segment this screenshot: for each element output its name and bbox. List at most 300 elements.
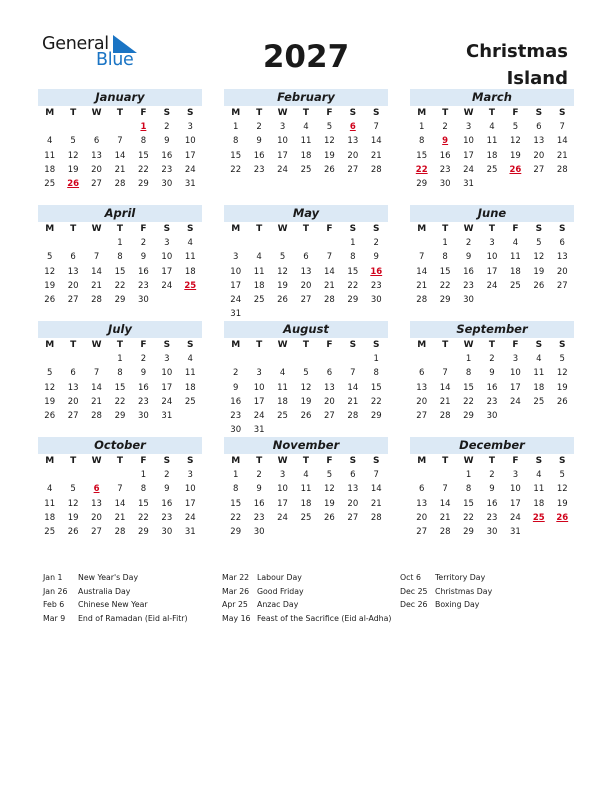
week-row: [410, 250, 574, 264]
day-cell: 27: [416, 527, 428, 538]
day-cell: 3: [512, 470, 519, 480]
weekday-label: S: [349, 340, 357, 350]
day-cell: 6: [326, 368, 333, 379]
holiday-column: [400, 571, 492, 612]
week-row: [38, 511, 202, 525]
day-cell: 25: [533, 396, 545, 407]
day-cell: 3: [465, 122, 472, 132]
day-cell: 4: [489, 122, 495, 132]
day-cell: 1: [373, 354, 379, 364]
day-cell: 15: [370, 382, 382, 393]
day-cell: [504, 409, 527, 423]
day-cell: 9: [373, 252, 379, 263]
week-row: [224, 265, 388, 279]
day-cell: 23: [486, 396, 498, 407]
day-cell: 9: [465, 252, 472, 263]
day-cell: [224, 236, 247, 250]
day-cell: 31: [230, 309, 242, 320]
day-cell: 11: [277, 382, 288, 393]
day-cell: 2: [164, 122, 170, 132]
day-cell: 20: [533, 150, 545, 161]
day-cell: 27: [300, 295, 312, 306]
month-name: June: [410, 205, 574, 222]
day-cell: 13: [300, 266, 312, 277]
day-cell: 21: [91, 280, 102, 291]
day-cell: 19: [556, 498, 568, 509]
day-cell: 9: [140, 252, 147, 263]
day-cell: 7: [442, 368, 448, 379]
day-cell: 20: [67, 396, 79, 407]
holiday-day-cell: 25: [184, 280, 197, 291]
day-cell: 22: [439, 280, 451, 291]
day-cell: 22: [114, 396, 126, 407]
day-cell: 29: [439, 295, 451, 306]
day-cell: 28: [439, 527, 451, 538]
day-cell: 1: [117, 238, 123, 248]
day-cell: 30: [439, 179, 451, 190]
day-cell: 23: [137, 396, 149, 407]
day-cell: 28: [114, 179, 126, 190]
day-cell: 10: [161, 252, 173, 263]
holiday-name: Labour Day: [257, 573, 302, 582]
day-cell: 2: [140, 238, 147, 248]
day-cell: 28: [370, 512, 382, 523]
week-row: [38, 409, 202, 423]
day-cell: 19: [300, 396, 312, 407]
day-cell: 21: [370, 150, 382, 161]
weekday-label: M: [417, 340, 427, 350]
day-cell: 15: [230, 498, 242, 509]
day-cell: 23: [161, 164, 173, 175]
day-cell: 14: [370, 484, 382, 495]
week-row: [38, 120, 202, 134]
day-cell: [341, 352, 364, 366]
day-cell: [410, 352, 433, 366]
day-cell: [108, 120, 131, 134]
holiday-column: [43, 571, 188, 625]
week-row: [38, 279, 202, 293]
week-row: [224, 149, 388, 163]
day-cell: [433, 468, 456, 482]
weekday-header: [224, 338, 388, 352]
day-cell: 22: [230, 164, 242, 175]
day-cell: [155, 293, 178, 307]
week-row: [38, 497, 202, 511]
month-name: March: [410, 89, 574, 106]
day-cell: 28: [439, 411, 451, 422]
month-name: May: [224, 205, 388, 222]
day-cell: 24: [161, 280, 173, 291]
day-cell: [247, 352, 270, 366]
day-cell: 23: [161, 512, 173, 523]
day-cell: 5: [70, 484, 76, 495]
weekday-label: M: [45, 108, 55, 118]
day-cell: 14: [439, 382, 451, 393]
day-cell: [551, 409, 574, 423]
logo-blue-text: Blue: [96, 50, 134, 70]
day-cell: 25: [253, 295, 265, 306]
weekday-label: T: [488, 224, 496, 234]
day-cell: 3: [187, 122, 193, 132]
day-cell: 21: [91, 396, 102, 407]
month-october: [38, 437, 202, 539]
holiday-date: Mar 26: [222, 586, 250, 596]
week-row: [224, 279, 388, 293]
week-row: [38, 352, 202, 366]
weekday-label: F: [512, 108, 519, 118]
weekday-label: S: [535, 224, 543, 234]
week-row: [224, 381, 388, 395]
weekday-label: S: [559, 340, 566, 350]
day-cell: [294, 352, 317, 366]
weekday-label: S: [559, 224, 566, 234]
day-cell: 17: [463, 150, 474, 161]
day-cell: [271, 307, 294, 321]
day-cell: 5: [47, 252, 53, 263]
month-december: [410, 437, 574, 539]
day-cell: 16: [486, 382, 498, 393]
day-cell: 10: [253, 382, 265, 393]
day-cell: 7: [559, 122, 565, 132]
day-cell: 13: [67, 382, 79, 393]
week-row: [410, 525, 574, 539]
day-cell: [294, 236, 317, 250]
week-row: [224, 511, 388, 525]
day-cell: 11: [509, 252, 521, 263]
holiday-entry: [43, 612, 188, 626]
day-cell: 16: [137, 266, 149, 277]
day-cell: [318, 352, 341, 366]
day-cell: 17: [509, 498, 521, 509]
day-cell: [318, 525, 341, 539]
holiday-entry: [222, 598, 391, 612]
day-cell: 30: [370, 295, 382, 306]
day-cell: 24: [509, 512, 521, 523]
day-cell: 1: [465, 354, 472, 364]
weekday-label: T: [70, 108, 77, 118]
week-row: [410, 482, 574, 496]
day-cell: 5: [70, 136, 76, 147]
day-cell: 10: [161, 368, 173, 379]
day-cell: 24: [277, 512, 288, 523]
weekday-label: S: [187, 224, 194, 234]
day-cell: 16: [463, 266, 474, 277]
day-cell: 6: [419, 368, 425, 379]
day-cell: 13: [533, 136, 545, 147]
holiday-entry: [222, 612, 391, 626]
day-cell: 28: [370, 164, 382, 175]
week-row: [38, 134, 202, 148]
day-cell: 8: [233, 484, 239, 495]
week-row: [410, 149, 574, 163]
day-cell: 3: [512, 354, 519, 364]
day-cell: 17: [277, 150, 288, 161]
day-cell: 3: [279, 122, 286, 132]
day-cell: 7: [326, 252, 333, 263]
month-name: October: [38, 437, 202, 454]
day-cell: 21: [439, 396, 451, 407]
week-row: [224, 293, 388, 307]
day-cell: 3: [187, 470, 193, 480]
weekday-label: T: [302, 108, 310, 118]
day-cell: 15: [463, 498, 474, 509]
weekday-label: M: [231, 108, 241, 118]
day-cell: 25: [300, 512, 312, 523]
day-cell: 17: [509, 382, 521, 393]
day-cell: 4: [512, 238, 519, 248]
day-cell: 17: [184, 498, 196, 509]
weekday-label: F: [140, 340, 147, 350]
day-cell: 8: [233, 136, 239, 147]
week-row: [224, 423, 388, 437]
weekday-header: [410, 454, 574, 468]
week-row: [410, 468, 574, 482]
day-cell: [85, 352, 108, 366]
day-cell: 19: [67, 164, 79, 175]
day-cell: [551, 177, 574, 191]
weekday-label: F: [326, 456, 333, 466]
weekday-label: T: [442, 224, 449, 234]
holiday-name: Chinese New Year: [78, 600, 148, 609]
day-cell: 18: [184, 266, 196, 277]
holiday-day-cell: 26: [509, 164, 522, 175]
week-row: [410, 366, 574, 380]
day-cell: 17: [486, 266, 498, 277]
day-cell: [271, 525, 294, 539]
day-cell: 9: [489, 484, 495, 495]
day-cell: 14: [556, 136, 568, 147]
day-cell: 8: [442, 252, 448, 263]
weekday-label: T: [116, 456, 124, 466]
day-cell: 19: [277, 280, 288, 291]
day-cell: 23: [230, 411, 242, 422]
holiday-entry: [43, 585, 188, 599]
day-cell: 23: [137, 280, 149, 291]
weekday-label: T: [70, 340, 77, 350]
day-cell: 22: [137, 512, 149, 523]
weekday-header: [224, 454, 388, 468]
month-november: [224, 437, 388, 539]
day-cell: 12: [277, 266, 288, 277]
day-cell: 5: [536, 238, 542, 248]
week-row: [224, 497, 388, 511]
day-cell: [341, 423, 364, 437]
day-cell: 11: [184, 368, 196, 379]
day-cell: 30: [161, 179, 173, 190]
week-row: [38, 366, 202, 380]
day-cell: 2: [465, 238, 472, 248]
day-cell: 14: [323, 266, 335, 277]
month-name: February: [224, 89, 388, 106]
day-cell: 5: [279, 252, 286, 263]
week-row: [410, 236, 574, 250]
day-cell: 9: [164, 484, 170, 495]
day-cell: 29: [347, 295, 359, 306]
day-cell: 5: [47, 368, 53, 379]
day-cell: 22: [463, 512, 474, 523]
day-cell: 26: [44, 295, 56, 306]
day-cell: 6: [70, 252, 76, 263]
day-cell: 2: [373, 238, 379, 248]
week-row: [38, 381, 202, 395]
week-row: [224, 307, 388, 321]
day-cell: 26: [323, 512, 335, 523]
day-cell: 17: [161, 382, 173, 393]
day-cell: [61, 468, 84, 482]
day-cell: 12: [300, 382, 312, 393]
day-cell: 4: [303, 122, 309, 132]
day-cell: [365, 525, 388, 539]
day-cell: 7: [419, 252, 425, 263]
day-cell: 10: [230, 266, 242, 277]
day-cell: [38, 236, 61, 250]
weekday-label: T: [116, 224, 124, 234]
day-cell: 21: [347, 396, 359, 407]
day-cell: 27: [67, 411, 79, 422]
day-cell: 8: [117, 368, 123, 379]
holiday-entry: [43, 598, 188, 612]
day-cell: 18: [184, 382, 196, 393]
day-cell: 17: [253, 396, 265, 407]
day-cell: 30: [486, 411, 498, 422]
year-title: 2027: [262, 39, 350, 75]
holiday-name: New Year's Day: [78, 573, 139, 582]
week-row: [38, 293, 202, 307]
day-cell: 20: [300, 280, 312, 291]
day-cell: 1: [140, 470, 147, 480]
week-row: [410, 293, 574, 307]
day-cell: 24: [184, 164, 196, 175]
holiday-name: Christmas Day: [435, 586, 493, 596]
day-cell: 22: [347, 280, 359, 291]
holiday-entry: [400, 571, 492, 585]
weekday-label: F: [140, 456, 147, 466]
day-cell: 7: [117, 136, 123, 147]
day-cell: 17: [230, 280, 242, 291]
day-cell: [294, 423, 317, 437]
day-cell: 12: [67, 498, 79, 509]
day-cell: 8: [117, 252, 123, 263]
day-cell: 15: [114, 266, 126, 277]
day-cell: [271, 352, 294, 366]
day-cell: 26: [67, 527, 79, 538]
day-cell: 6: [536, 122, 542, 132]
day-cell: 11: [300, 136, 312, 147]
day-cell: 28: [416, 295, 428, 306]
day-cell: 23: [439, 164, 451, 175]
day-cell: [179, 409, 202, 423]
weekday-label: F: [140, 108, 147, 118]
day-cell: 5: [559, 354, 565, 364]
month-june: [410, 205, 574, 307]
day-cell: [551, 525, 574, 539]
day-cell: 10: [509, 368, 521, 379]
week-row: [410, 265, 574, 279]
week-row: [224, 134, 388, 148]
day-cell: 9: [256, 484, 262, 495]
weekday-label: S: [373, 108, 380, 118]
weekday-header: [224, 106, 388, 120]
week-row: [38, 468, 202, 482]
day-cell: 22: [114, 280, 126, 291]
day-cell: 25: [300, 164, 312, 175]
day-cell: 18: [509, 266, 521, 277]
day-cell: 2: [140, 354, 147, 364]
day-cell: 27: [347, 512, 359, 523]
week-row: [224, 352, 388, 366]
day-cell: 31: [184, 527, 196, 538]
day-cell: 27: [416, 411, 428, 422]
day-cell: 3: [256, 368, 262, 379]
weekday-label: T: [256, 108, 263, 118]
day-cell: 1: [117, 354, 123, 364]
day-cell: 18: [533, 382, 545, 393]
holiday-date: May 16: [222, 613, 251, 623]
day-cell: 17: [161, 266, 173, 277]
day-cell: 22: [370, 396, 382, 407]
weekday-label: M: [417, 108, 427, 118]
day-cell: 22: [463, 396, 474, 407]
day-cell: [527, 409, 550, 423]
day-cell: [38, 468, 61, 482]
weekday-label: W: [91, 340, 102, 350]
weekday-label: S: [559, 456, 566, 466]
day-cell: 13: [416, 498, 428, 509]
week-row: [224, 468, 388, 482]
weekday-label: F: [140, 224, 147, 234]
day-cell: 12: [533, 252, 545, 263]
day-cell: 1: [350, 238, 356, 248]
day-cell: 18: [44, 164, 56, 175]
holiday-entry: [400, 598, 492, 612]
week-row: [38, 395, 202, 409]
day-cell: 24: [463, 164, 474, 175]
weekday-label: M: [417, 456, 427, 466]
day-cell: 4: [187, 354, 193, 364]
month-january: [38, 89, 202, 191]
day-cell: 6: [419, 484, 425, 495]
weekday-label: W: [91, 108, 102, 118]
day-cell: 3: [489, 238, 495, 248]
weekday-label: S: [349, 108, 357, 118]
week-row: [38, 525, 202, 539]
weekday-header: [410, 222, 574, 236]
month-name: January: [38, 89, 202, 106]
day-cell: 10: [184, 484, 196, 495]
day-cell: 31: [184, 179, 196, 190]
holiday-name: Feast of the Sacrifice (Eid al-Adha): [257, 613, 392, 623]
day-cell: 28: [91, 411, 102, 422]
day-cell: 29: [370, 411, 382, 422]
holiday-name: Territory Day: [435, 573, 486, 582]
day-cell: 31: [161, 411, 173, 422]
day-cell: 16: [137, 382, 149, 393]
day-cell: 18: [253, 280, 265, 291]
weekday-label: W: [91, 456, 102, 466]
month-name: December: [410, 437, 574, 454]
weekday-label: M: [231, 224, 241, 234]
day-cell: 16: [161, 498, 173, 509]
weekday-label: W: [91, 224, 102, 234]
day-cell: [224, 352, 247, 366]
weekday-header: [410, 106, 574, 120]
month-april: [38, 205, 202, 307]
week-row: [224, 395, 388, 409]
day-cell: 7: [93, 252, 100, 263]
country-title: Christmas Island: [465, 41, 568, 89]
day-cell: 10: [486, 252, 498, 263]
holiday-entry: [400, 585, 492, 599]
